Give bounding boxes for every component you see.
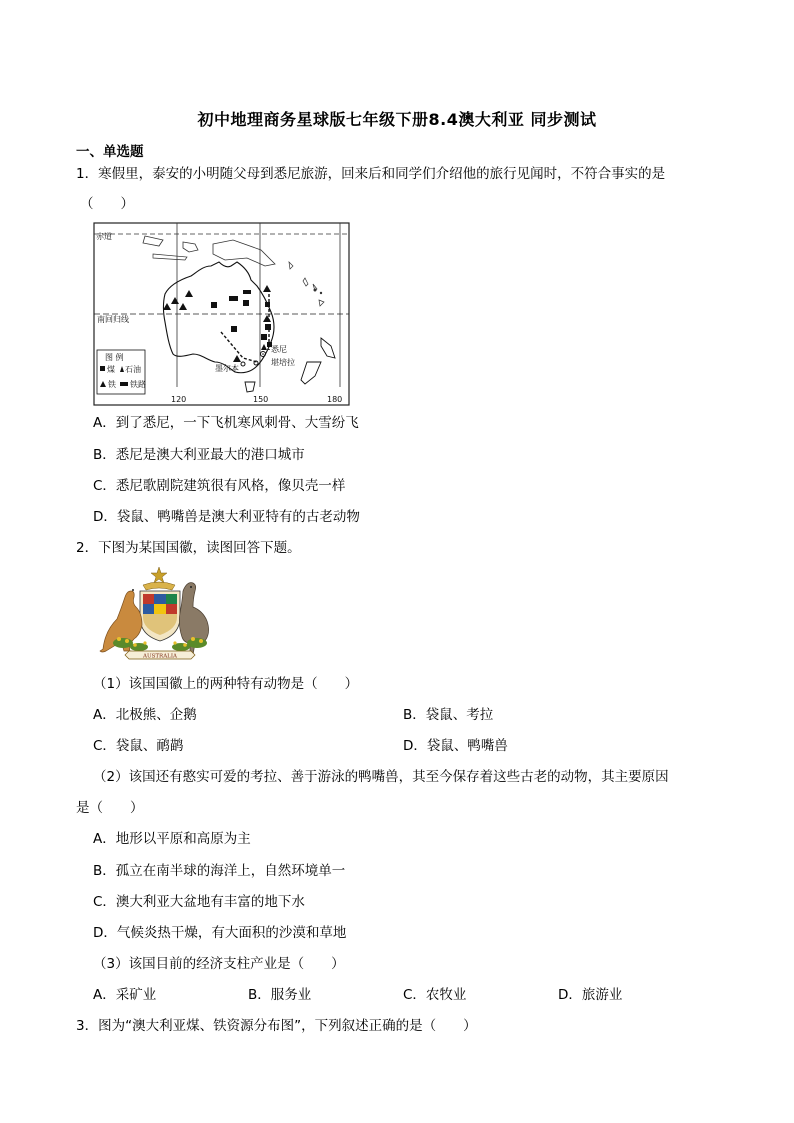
q1-stem-line1: 1．寒假里，泰安的小明随父母到悉尼旅游，回来后和同学们介绍他的旅行见闻时，不符合事实的是 (76, 166, 666, 182)
map-legend (97, 350, 146, 394)
q2-sub2-option-b: B．孤立在南半球的海洋上，自然环境单一 (93, 863, 346, 879)
q1-stem-line2: （ ） (80, 196, 134, 212)
emblem-scroll-text: AUSTRALIA (143, 653, 177, 660)
q2-sub1-option-a: A．北极熊、企鹅 (93, 707, 197, 723)
q2-sub3-stem: （3）该国目前的经济支柱产业是（ ） (93, 956, 345, 972)
tick-180: 180 (327, 395, 343, 404)
q2-sub1-option-c: C．袋鼠、鸸鹋 (93, 738, 184, 754)
q2-sub1-option-b: B．袋鼠、考拉 (403, 707, 494, 723)
q2-sub3-option-a: A．采矿业 (93, 987, 157, 1003)
legend-iron: 铁 (108, 380, 116, 389)
sydney-label: 悉尼 (271, 345, 287, 354)
equator-label: 赤道 (96, 232, 112, 241)
q2-sub2-option-a: A．地形以平原和高原为主 (93, 831, 251, 847)
q2-sub2-stem-line2: 是（ ） (76, 800, 144, 816)
legend-coal: 煤 (107, 365, 115, 374)
q2-sub1-option-d: D．袋鼠、鸭嘴兽 (403, 738, 508, 754)
legend-rail: 铁路 (130, 380, 146, 389)
australia-resource-map (93, 222, 350, 406)
q2-sub2-stem-line1: （2）该国还有憨实可爱的考拉、善于游泳的鸭嘴兽，其至今保存着这些古老的动物，其主要原因 (93, 769, 669, 785)
tropic-label: 南回归线 (97, 315, 129, 324)
legend-title: 图 例 (105, 353, 124, 362)
melbourne-label: 墨尔本 (215, 364, 239, 373)
section-heading: 一、单选题 (76, 144, 144, 160)
q2-sub3-option-d: D．旅游业 (558, 987, 623, 1003)
q2-sub3-option-b: B．服务业 (248, 987, 312, 1003)
tick-150: 150 (253, 395, 269, 404)
q2-sub2-option-d: D．气候炎热干燥，有大面积的沙漠和草地 (93, 925, 347, 941)
q1-option-c: C．悉尼歌剧院建筑很有风格，像贝壳一样 (93, 478, 346, 494)
q2-sub1-stem: （1）该国国徽上的两种特有动物是（ ） (93, 676, 359, 692)
tick-120: 120 (171, 395, 187, 404)
legend-oil: 石油 (125, 365, 141, 374)
q3-stem: 3．图为“澳大利亚煤、铁资源分布图”，下列叙述正确的是（ ） (76, 1018, 477, 1034)
canberra-label: 堪培拉 (271, 358, 295, 367)
australian-coat-of-arms (93, 565, 228, 666)
page-title: 初中地理商务星球版七年级下册8.4澳大利亚 同步测试 (197, 110, 597, 129)
q2-stem: 2．下图为某国国徽，读图回答下题。 (76, 540, 301, 556)
q2-sub2-option-c: C．澳大利亚大盆地有丰富的地下水 (93, 894, 305, 910)
q1-option-b: B．悉尼是澳大利亚最大的港口城市 (93, 447, 305, 463)
q1-option-d: D．袋鼠、鸭嘴兽是澳大利亚特有的古老动物 (93, 509, 360, 525)
q1-option-a: A．到了悉尼，一下飞机寒风刺骨、大雪纷飞 (93, 415, 359, 431)
q2-sub3-option-c: C．农牧业 (403, 987, 467, 1003)
